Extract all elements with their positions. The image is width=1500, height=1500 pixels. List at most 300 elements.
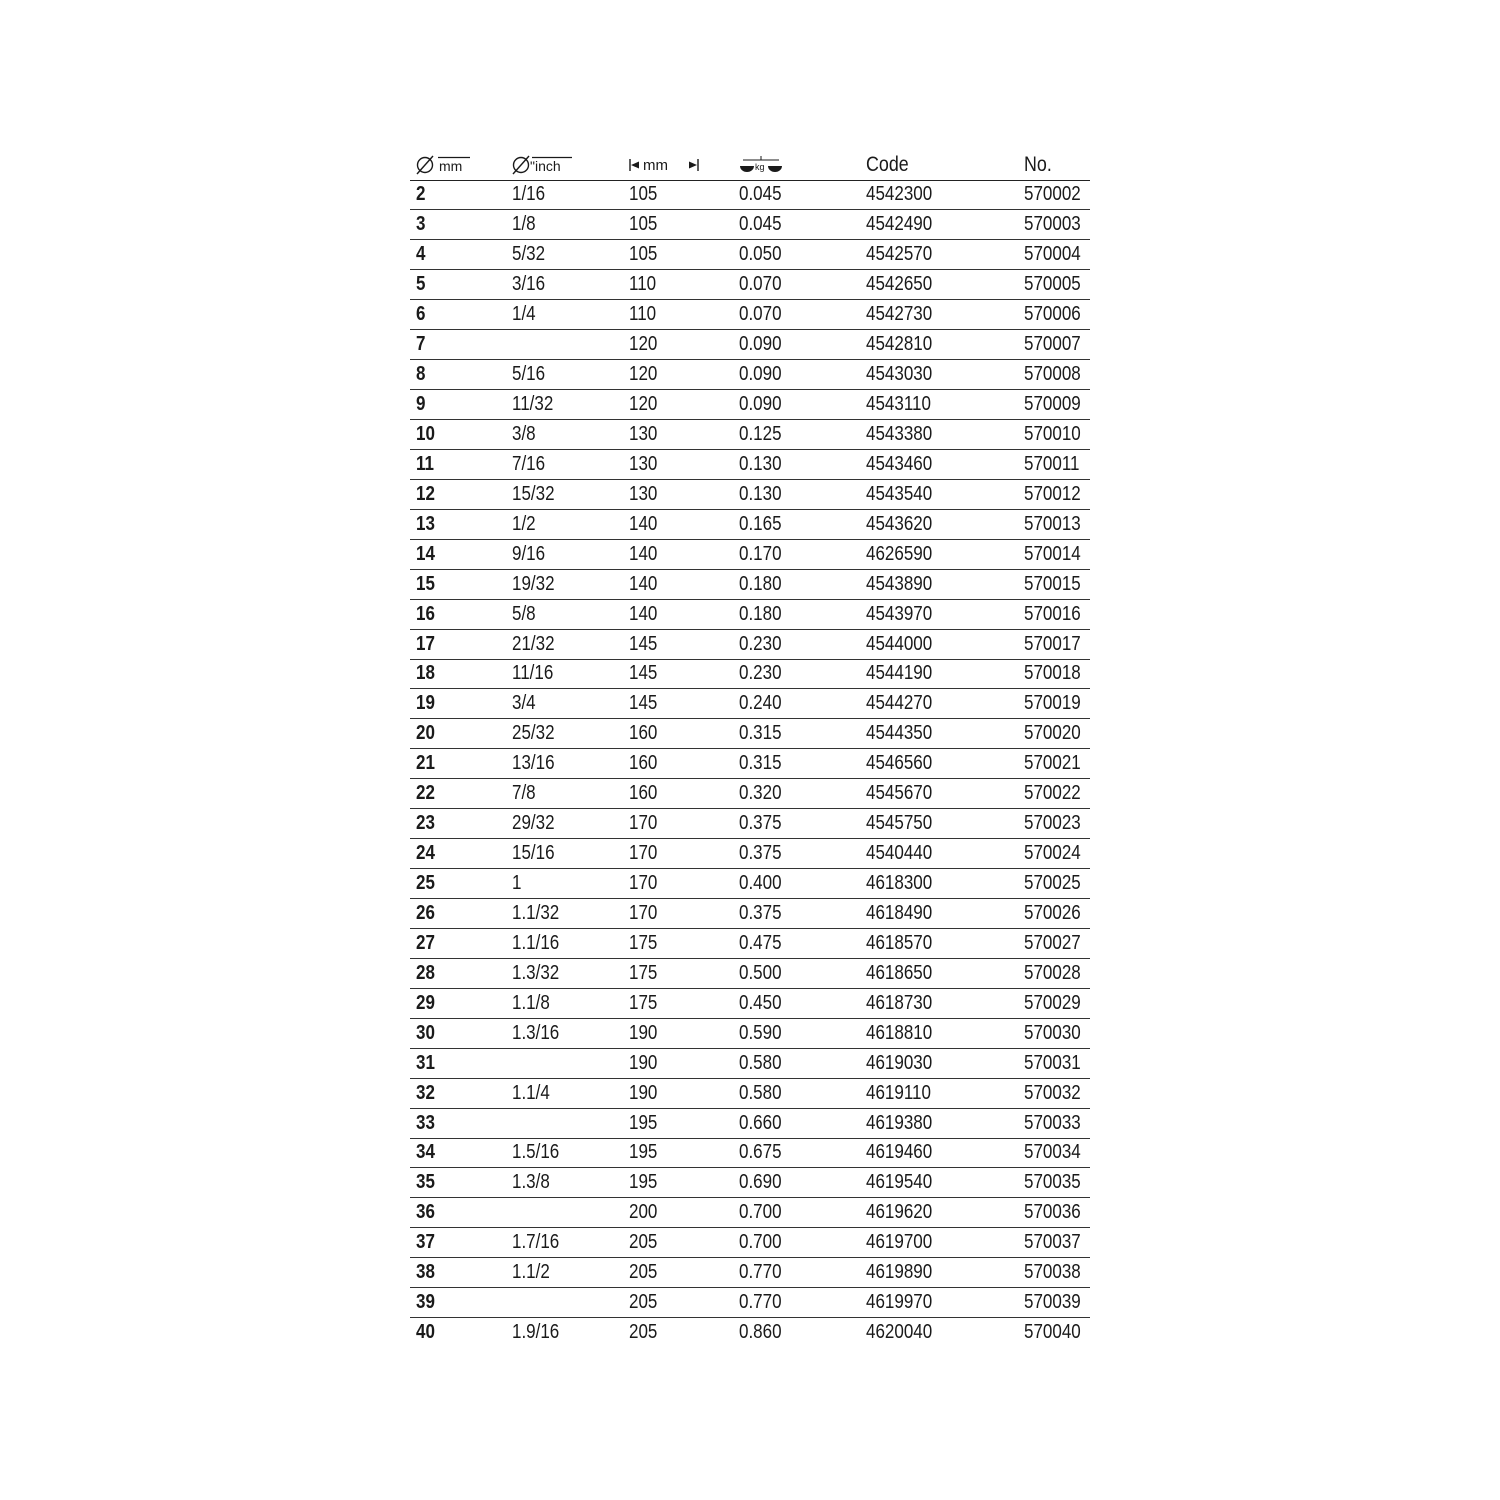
cell-code (860, 689, 1018, 719)
cell-length (623, 1318, 733, 1348)
cell-length (623, 479, 733, 509)
cell-diameter-inch (506, 1018, 623, 1048)
cell-diameter-mm (410, 779, 506, 809)
table-row (410, 1198, 1090, 1228)
cell-code (860, 1048, 1018, 1078)
cell-weight (733, 809, 860, 839)
cell-weight-value: 0.130 (739, 452, 782, 475)
cell-code-value: 4618570 (866, 931, 933, 954)
cell-number-value: 570034 (1024, 1141, 1081, 1164)
cell-length (623, 1078, 733, 1108)
table-row (410, 749, 1090, 779)
cell-length (623, 1228, 733, 1258)
cell-code-value: 4620040 (866, 1321, 933, 1344)
cell-diameter-mm-value: 21 (416, 752, 435, 775)
cell-number-value: 570016 (1024, 602, 1081, 625)
cell-diameter-mm-value: 14 (416, 542, 435, 565)
cell-code-value: 4542300 (866, 183, 933, 206)
cell-number (1018, 1168, 1090, 1198)
table-row (410, 180, 1090, 210)
cell-code-value: 4619030 (866, 1051, 933, 1074)
header-diameter-mm (410, 150, 506, 180)
cell-weight (733, 839, 860, 869)
cell-diameter-mm (410, 689, 506, 719)
cell-weight-value: 0.450 (739, 991, 782, 1014)
cell-diameter-mm-value: 18 (416, 662, 435, 685)
cell-diameter-inch (506, 629, 623, 659)
cell-weight-value: 0.700 (739, 1201, 782, 1224)
cell-weight-value: 0.180 (739, 572, 782, 595)
cell-diameter-inch-value: 1/16 (512, 183, 546, 206)
cell-code-value: 4540440 (866, 842, 933, 865)
table-row (410, 330, 1090, 360)
cell-length (623, 449, 733, 479)
cell-length-value: 175 (629, 931, 658, 954)
cell-code-value: 4543540 (866, 482, 933, 505)
cell-weight (733, 689, 860, 719)
table-row (410, 869, 1090, 899)
cell-diameter-inch (506, 839, 623, 869)
cell-diameter-inch (506, 659, 623, 689)
table-body (410, 180, 1090, 1348)
cell-code-value: 4544000 (866, 632, 933, 655)
cell-weight-value: 0.070 (739, 303, 782, 326)
cell-weight-value: 0.580 (739, 1051, 782, 1074)
cell-diameter-inch (506, 899, 623, 929)
cell-diameter-mm (410, 330, 506, 360)
cell-number (1018, 779, 1090, 809)
cell-number-value: 570011 (1024, 452, 1080, 475)
cell-diameter-mm-value: 20 (416, 722, 435, 745)
cell-diameter-inch-value: 1.3/8 (512, 1171, 550, 1194)
cell-number-value: 570033 (1024, 1111, 1081, 1134)
cell-diameter-inch-value: 5/16 (512, 363, 546, 386)
header-number (1018, 150, 1090, 180)
table-row (410, 210, 1090, 240)
cell-diameter-inch-value: 11/16 (512, 662, 554, 685)
table-row (410, 809, 1090, 839)
cell-code (860, 449, 1018, 479)
cell-length-value: 160 (629, 782, 658, 805)
cell-diameter-mm (410, 1018, 506, 1048)
cell-length-value: 205 (629, 1321, 658, 1344)
cell-code-value: 4542490 (866, 213, 933, 236)
cell-number-value: 570020 (1024, 722, 1081, 745)
cell-diameter-inch (506, 210, 623, 240)
cell-diameter-inch (506, 779, 623, 809)
cell-code (860, 240, 1018, 270)
cell-diameter-mm (410, 240, 506, 270)
cell-diameter-mm-value: 9 (416, 393, 426, 416)
cell-weight-value: 0.315 (739, 752, 782, 775)
cell-length (623, 899, 733, 929)
cell-diameter-inch (506, 479, 623, 509)
table-row (410, 719, 1090, 749)
cell-diameter-inch-value: 21/32 (512, 632, 555, 655)
cell-code-value: 4619380 (866, 1111, 933, 1134)
cell-weight-value: 0.315 (739, 722, 782, 745)
cell-length-value: 105 (629, 183, 658, 206)
cell-diameter-mm-value: 29 (416, 991, 435, 1014)
header-weight-unit: kg (755, 161, 765, 172)
cell-weight (733, 270, 860, 300)
cell-code (860, 899, 1018, 929)
table-row (410, 779, 1090, 809)
cell-weight (733, 988, 860, 1018)
header-weight (733, 150, 860, 180)
cell-code (860, 300, 1018, 330)
cell-number (1018, 1108, 1090, 1138)
cell-length (623, 1048, 733, 1078)
cell-length (623, 1288, 733, 1318)
cell-weight-value: 0.770 (739, 1261, 782, 1284)
cell-length-value: 160 (629, 722, 658, 745)
cell-code-value: 4619700 (866, 1231, 933, 1254)
cell-diameter-inch-value: 1.1/2 (512, 1261, 550, 1284)
cell-length-value: 105 (629, 213, 658, 236)
cell-number (1018, 659, 1090, 689)
cell-weight (733, 1228, 860, 1258)
cell-diameter-mm-value: 15 (416, 572, 435, 595)
cell-weight (733, 1198, 860, 1228)
cell-code (860, 988, 1018, 1018)
cell-diameter-mm (410, 629, 506, 659)
cell-number (1018, 1198, 1090, 1228)
cell-number (1018, 240, 1090, 270)
cell-diameter-mm-value: 6 (416, 303, 426, 326)
cell-number-value: 570008 (1024, 363, 1081, 386)
cell-diameter-mm (410, 300, 506, 330)
cell-weight-value: 0.580 (739, 1081, 782, 1104)
header-length (623, 150, 733, 180)
cell-weight-value: 0.050 (739, 243, 782, 266)
table-row (410, 569, 1090, 599)
cell-number-value: 570024 (1024, 842, 1081, 865)
table-row (410, 240, 1090, 270)
cell-number (1018, 390, 1090, 420)
cell-code-value: 4542730 (866, 303, 933, 326)
cell-diameter-inch-value: 9/16 (512, 542, 546, 565)
cell-weight-value: 0.070 (739, 273, 782, 296)
cell-diameter-inch-value: 11/32 (512, 393, 554, 416)
cell-diameter-mm (410, 659, 506, 689)
cell-code (860, 869, 1018, 899)
table-row (410, 539, 1090, 569)
cell-length-value: 190 (629, 1081, 658, 1104)
cell-number-value: 570014 (1024, 542, 1081, 565)
cell-length-value: 130 (629, 452, 658, 475)
cell-code (860, 749, 1018, 779)
cell-length (623, 330, 733, 360)
cell-code (860, 928, 1018, 958)
cell-code (860, 1078, 1018, 1108)
cell-number-value: 570013 (1024, 512, 1081, 535)
cell-number (1018, 809, 1090, 839)
cell-length (623, 779, 733, 809)
header-code-label: Code (866, 152, 909, 176)
cell-diameter-mm (410, 1078, 506, 1108)
header-code (860, 150, 1018, 180)
cell-number-value: 570032 (1024, 1081, 1081, 1104)
cell-weight-value: 0.590 (739, 1021, 782, 1044)
diameter-icon (416, 154, 472, 176)
cell-weight (733, 599, 860, 629)
cell-diameter-mm-value: 16 (416, 602, 435, 625)
cell-diameter-mm-value: 34 (416, 1141, 435, 1164)
cell-number (1018, 1138, 1090, 1168)
cell-length-value: 140 (629, 572, 658, 595)
diameter-icon (512, 154, 576, 176)
cell-diameter-inch (506, 1108, 623, 1138)
cell-weight-value: 0.500 (739, 961, 782, 984)
cell-code-value: 4543970 (866, 602, 933, 625)
cell-diameter-inch (506, 958, 623, 988)
cell-diameter-inch-value: 1.1/4 (512, 1081, 550, 1104)
cell-code-value: 4542570 (866, 243, 933, 266)
cell-length-value: 200 (629, 1201, 658, 1224)
cell-code-value: 4542650 (866, 273, 933, 296)
cell-weight (733, 899, 860, 929)
cell-code-value: 4618650 (866, 961, 933, 984)
cell-weight (733, 1048, 860, 1078)
cell-diameter-mm-value: 31 (416, 1051, 435, 1074)
table-row (410, 659, 1090, 689)
cell-length (623, 719, 733, 749)
cell-diameter-mm-value: 22 (416, 782, 435, 805)
cell-weight-value: 0.700 (739, 1231, 782, 1254)
cell-length (623, 210, 733, 240)
cell-length-value: 160 (629, 752, 658, 775)
cell-number-value: 570005 (1024, 273, 1081, 296)
cell-code (860, 958, 1018, 988)
cell-length (623, 240, 733, 270)
cell-diameter-inch-value: 1.5/16 (512, 1141, 560, 1164)
table-row (410, 1288, 1090, 1318)
cell-diameter-inch (506, 569, 623, 599)
cell-diameter-inch-value: 1.3/32 (512, 961, 560, 984)
cell-length (623, 360, 733, 390)
cell-number (1018, 899, 1090, 929)
cell-length-value: 195 (629, 1111, 658, 1134)
cell-number (1018, 928, 1090, 958)
cell-weight (733, 180, 860, 210)
table-row (410, 1258, 1090, 1288)
cell-number-value: 570017 (1024, 632, 1081, 655)
cell-code-value: 4546560 (866, 752, 933, 775)
cell-diameter-mm (410, 1318, 506, 1348)
cell-code (860, 839, 1018, 869)
cell-diameter-mm (410, 420, 506, 450)
cell-code-value: 4626590 (866, 542, 933, 565)
cell-number-value: 570003 (1024, 213, 1081, 236)
table-row (410, 839, 1090, 869)
cell-length (623, 629, 733, 659)
table-row (410, 629, 1090, 659)
cell-weight-value: 0.090 (739, 333, 782, 356)
cell-diameter-mm (410, 1108, 506, 1138)
cell-diameter-inch-value: 3/8 (512, 422, 536, 445)
cell-diameter-mm (410, 210, 506, 240)
cell-number-value: 570004 (1024, 243, 1081, 266)
cell-number (1018, 1018, 1090, 1048)
cell-diameter-inch (506, 240, 623, 270)
cell-number-value: 570030 (1024, 1021, 1081, 1044)
table-row (410, 1138, 1090, 1168)
cell-diameter-inch-value: 1.3/16 (512, 1021, 560, 1044)
cell-diameter-mm-value: 23 (416, 812, 435, 835)
cell-code (860, 390, 1018, 420)
cell-length-value: 205 (629, 1291, 658, 1314)
header-diameter-mm-unit: mm (439, 157, 463, 174)
cell-diameter-mm (410, 599, 506, 629)
cell-number-value: 570028 (1024, 961, 1081, 984)
cell-diameter-mm (410, 1258, 506, 1288)
cell-diameter-inch-value: 3/16 (512, 273, 546, 296)
cell-code (860, 420, 1018, 450)
cell-number (1018, 749, 1090, 779)
cell-code-value: 4543890 (866, 572, 933, 595)
cell-number (1018, 360, 1090, 390)
table-row (410, 988, 1090, 1018)
cell-diameter-mm (410, 1228, 506, 1258)
table-row (410, 928, 1090, 958)
cell-code (860, 330, 1018, 360)
cell-weight (733, 360, 860, 390)
scale-icon (739, 154, 787, 176)
cell-diameter-inch (506, 270, 623, 300)
cell-weight-value: 0.165 (739, 512, 782, 535)
cell-diameter-mm (410, 809, 506, 839)
cell-code (860, 1138, 1018, 1168)
cell-length (623, 1138, 733, 1168)
cell-diameter-mm-value: 35 (416, 1171, 435, 1194)
cell-code (860, 180, 1018, 210)
cell-length-value: 145 (629, 692, 658, 715)
cell-weight (733, 1258, 860, 1288)
table-row (410, 300, 1090, 330)
cell-diameter-mm-value: 4 (416, 243, 426, 266)
cell-code-value: 4545670 (866, 782, 933, 805)
cell-diameter-inch (506, 1168, 623, 1198)
cell-diameter-mm-value: 28 (416, 961, 435, 984)
cell-diameter-mm-value: 12 (416, 482, 435, 505)
cell-code (860, 569, 1018, 599)
cell-diameter-mm (410, 988, 506, 1018)
table-row (410, 420, 1090, 450)
table-row (410, 270, 1090, 300)
table-row (410, 1018, 1090, 1048)
cell-weight-value: 0.400 (739, 872, 782, 895)
cell-diameter-mm-value: 10 (416, 422, 435, 445)
cell-number-value: 570025 (1024, 872, 1081, 895)
cell-number-value: 570007 (1024, 333, 1081, 356)
cell-length (623, 300, 733, 330)
cell-length-value: 175 (629, 991, 658, 1014)
cell-number-value: 570012 (1024, 482, 1081, 505)
cell-code-value: 4544350 (866, 722, 933, 745)
cell-weight-value: 0.125 (739, 422, 782, 445)
cell-number (1018, 599, 1090, 629)
cell-weight (733, 479, 860, 509)
cell-diameter-inch (506, 539, 623, 569)
cell-diameter-mm (410, 270, 506, 300)
cell-number-value: 570039 (1024, 1291, 1081, 1314)
cell-number (1018, 629, 1090, 659)
cell-weight (733, 958, 860, 988)
cell-number (1018, 1048, 1090, 1078)
cell-weight (733, 240, 860, 270)
cell-code (860, 1228, 1018, 1258)
cell-weight-value: 0.375 (739, 901, 782, 924)
cell-length (623, 539, 733, 569)
cell-code-value: 4619460 (866, 1141, 933, 1164)
cell-diameter-mm-value: 32 (416, 1081, 435, 1104)
cell-weight (733, 420, 860, 450)
cell-diameter-mm-value: 38 (416, 1261, 435, 1284)
cell-number-value: 570040 (1024, 1321, 1081, 1344)
cell-weight (733, 1138, 860, 1168)
cell-weight-value: 0.045 (739, 183, 782, 206)
cell-number-value: 570002 (1024, 183, 1081, 206)
cell-code (860, 270, 1018, 300)
cell-length-value: 105 (629, 243, 658, 266)
cell-weight (733, 449, 860, 479)
cell-code-value: 4619110 (866, 1081, 931, 1104)
cell-diameter-mm-value: 36 (416, 1201, 435, 1224)
cell-weight (733, 779, 860, 809)
cell-diameter-inch-value: 7/8 (512, 782, 536, 805)
cell-diameter-mm-value: 11 (416, 452, 434, 475)
header-length-unit: mm (643, 156, 668, 174)
cell-weight (733, 719, 860, 749)
table-row (410, 599, 1090, 629)
table-row (410, 509, 1090, 539)
cell-number (1018, 539, 1090, 569)
cell-length-value: 190 (629, 1021, 658, 1044)
cell-weight-value: 0.860 (739, 1321, 782, 1344)
cell-diameter-inch-value: 15/16 (512, 842, 555, 865)
cell-number-value: 570009 (1024, 393, 1081, 416)
cell-diameter-inch (506, 719, 623, 749)
cell-diameter-mm-value: 33 (416, 1111, 435, 1134)
cell-diameter-inch (506, 1258, 623, 1288)
cell-diameter-inch-value: 1.7/16 (512, 1231, 560, 1254)
cell-length (623, 599, 733, 629)
cell-number (1018, 420, 1090, 450)
cell-length (623, 420, 733, 450)
cell-code-value: 4543030 (866, 363, 933, 386)
cell-diameter-mm (410, 1288, 506, 1318)
cell-diameter-inch (506, 869, 623, 899)
table-row (410, 479, 1090, 509)
cell-weight (733, 928, 860, 958)
table-row (410, 1168, 1090, 1198)
cell-diameter-mm-value: 37 (416, 1231, 435, 1254)
cell-number-value: 570036 (1024, 1201, 1081, 1224)
cell-number-value: 570035 (1024, 1171, 1081, 1194)
cell-length-value: 170 (629, 812, 658, 835)
cell-number-value: 570026 (1024, 901, 1081, 924)
cell-diameter-inch-value: 5/32 (512, 243, 546, 266)
cell-length-value: 130 (629, 482, 658, 505)
cell-length (623, 839, 733, 869)
cell-weight-value: 0.660 (739, 1111, 782, 1134)
cell-diameter-mm (410, 390, 506, 420)
cell-length (623, 689, 733, 719)
cell-diameter-mm (410, 1198, 506, 1228)
cell-number (1018, 839, 1090, 869)
cell-weight-value: 0.230 (739, 662, 782, 685)
